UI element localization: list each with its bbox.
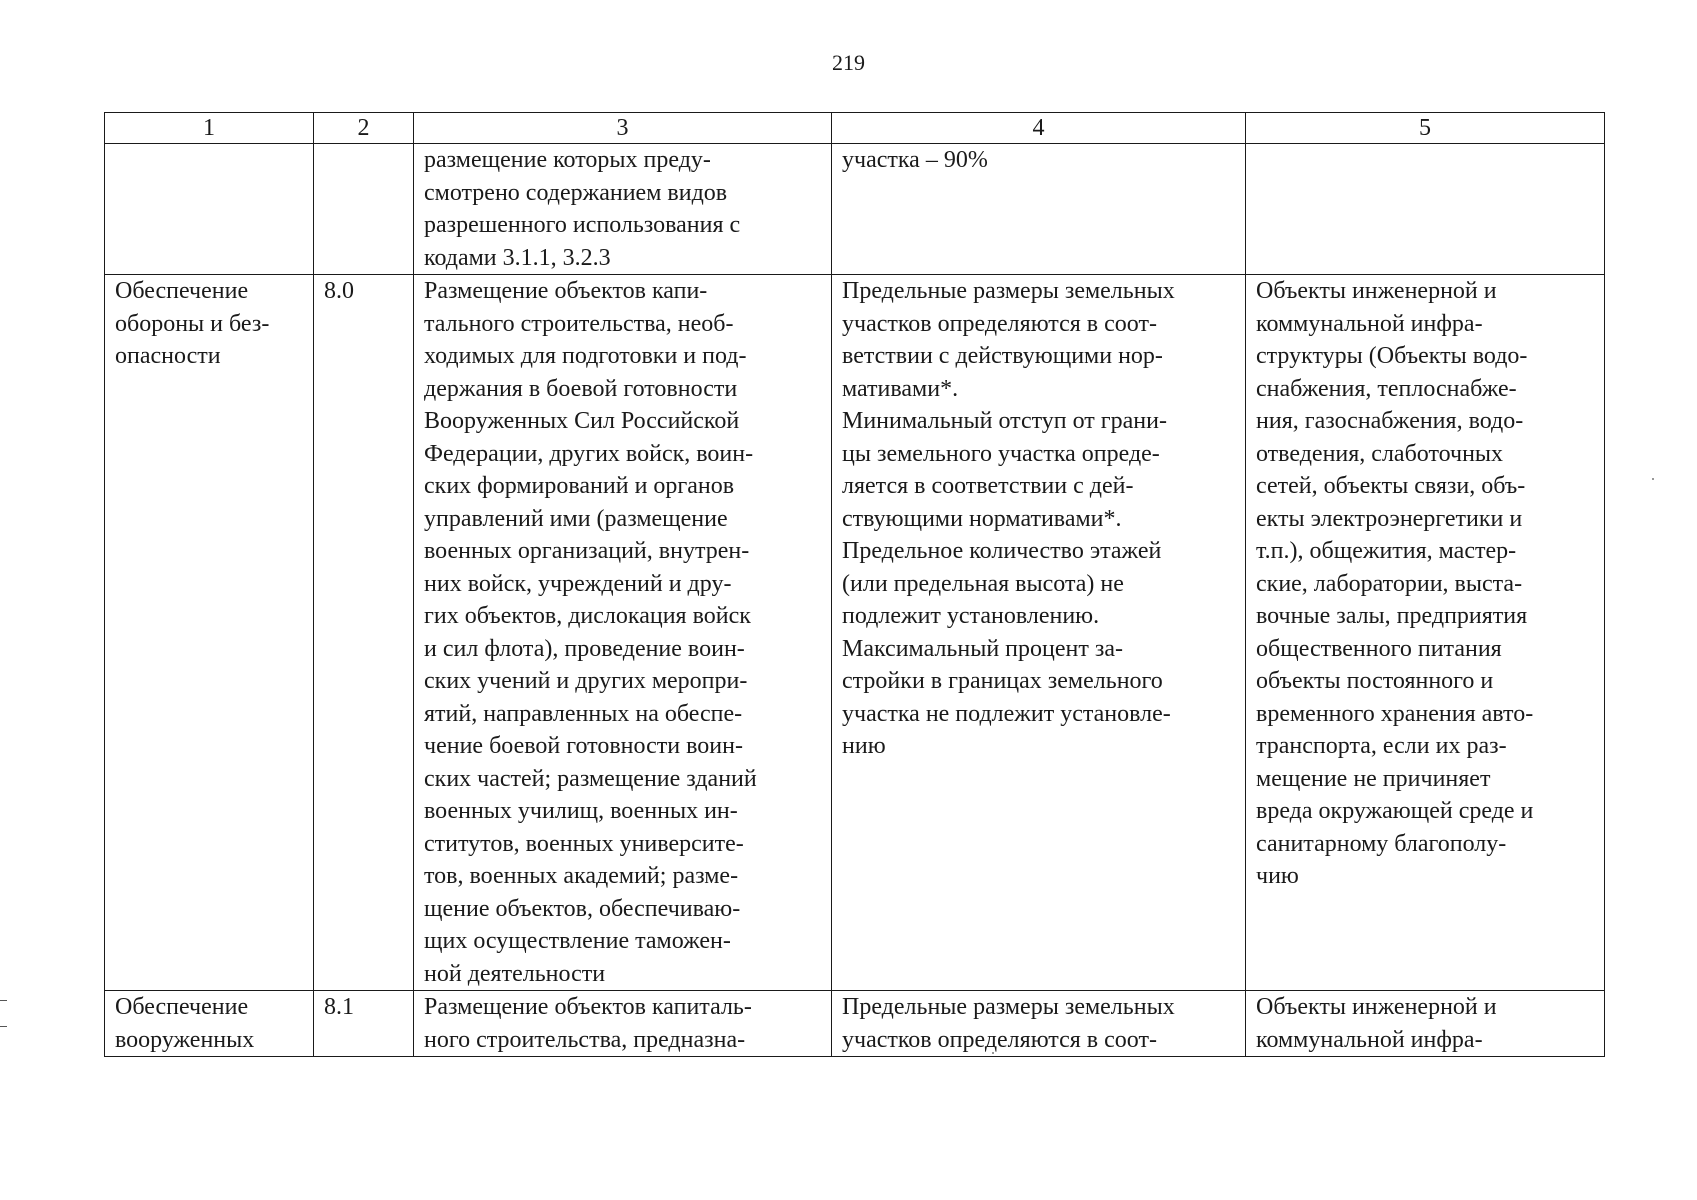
scan-edge-mark [0,1000,7,1001]
use-type-name-cell: Обеспечение обороны и без- опасности [105,275,314,991]
use-code-cell: 8.0 [314,275,414,991]
use-description-cell: размещение которых преду- смотрено содержанием видов разрешенного использования с кодами 3.1.1, 3.2.3 [414,144,832,275]
parameters-cell: Предельные размеры земельных участков определяются в соот- ветствии с действующими нор- мативами*. Минимальный отступ от грани- цы земельного участка опреде- ляется в соответствии с дей- ствующими нормативами*. Предельное количество этажей (или предельная высота) не подлежит установлению. Максимальный процент за- стройки в границах земельного участка не подлежит установле- нию [832,275,1246,991]
table-row [105,275,1605,991]
use-code-cell: 8.1 [314,991,414,1057]
header-cell-3: 3 [414,113,832,144]
scan-speck [1652,478,1654,480]
use-code-cell [314,144,414,275]
use-type-name-cell [105,144,314,275]
auxiliary-uses-cell: Объекты инженерной и коммунальной инфра- [1246,991,1605,1057]
scan-speck [992,1052,994,1054]
header-cell-1: 1 [105,113,314,144]
parameters-cell: Предельные размеры земельных участков определяются в соот- [832,991,1246,1057]
page-number: 219 [832,50,865,75]
parameters-cell: участка – 90% [832,144,1246,275]
header-cell-2: 2 [314,113,414,144]
use-description-cell: Размещение объектов капиталь- ного строительства, предназна- [414,991,832,1057]
auxiliary-uses-cell [1246,144,1605,275]
header-cell-4: 4 [832,113,1246,144]
table-row [105,991,1605,1057]
zoning-table [104,112,1605,1057]
table-header-row [105,113,1605,144]
use-type-name-cell: Обеспечение вооруженных [105,991,314,1057]
scan-edge-mark [0,1026,7,1027]
use-description-cell: Размещение объектов капи- тального строительства, необ- ходимых для подготовки и под- держания в боевой готовности Вооруженных Сил Российской Федерации, других войск, воин- ских формирований и органов управлений ими (размещение военных организаций, внутрен- них войск, учреждений и дру- гих объектов, дислокация войск и сил флота), проведение воин- ских учений и других меропри- ятий, направленных на обеспе- чение боевой готовности воин- ских частей; размещение зданий военных училищ, военных ин- ститутов, военных университе- тов, военных академий; разме- щение объектов, обеспечиваю- щих осуществление таможен- ной деятельности [414,275,832,991]
header-cell-5: 5 [1246,113,1605,144]
auxiliary-uses-cell: Объекты инженерной и коммунальной инфра- структуры (Объекты водо- снабжения, теплоснабже- ния, газоснабжения, водо- отведения, слаботочных сетей, объекты связи, объ- екты электроэнергетики и т.п.), общежития, мастер- ские, лаборатории, выста- вочные залы, предприятия общественного питания объекты постоянного и временного хранения авто- транспорта, если их раз- мещение не причиняет вреда окружающей среде и санитарному благополу- чию [1246,275,1605,991]
table-row [105,144,1605,275]
